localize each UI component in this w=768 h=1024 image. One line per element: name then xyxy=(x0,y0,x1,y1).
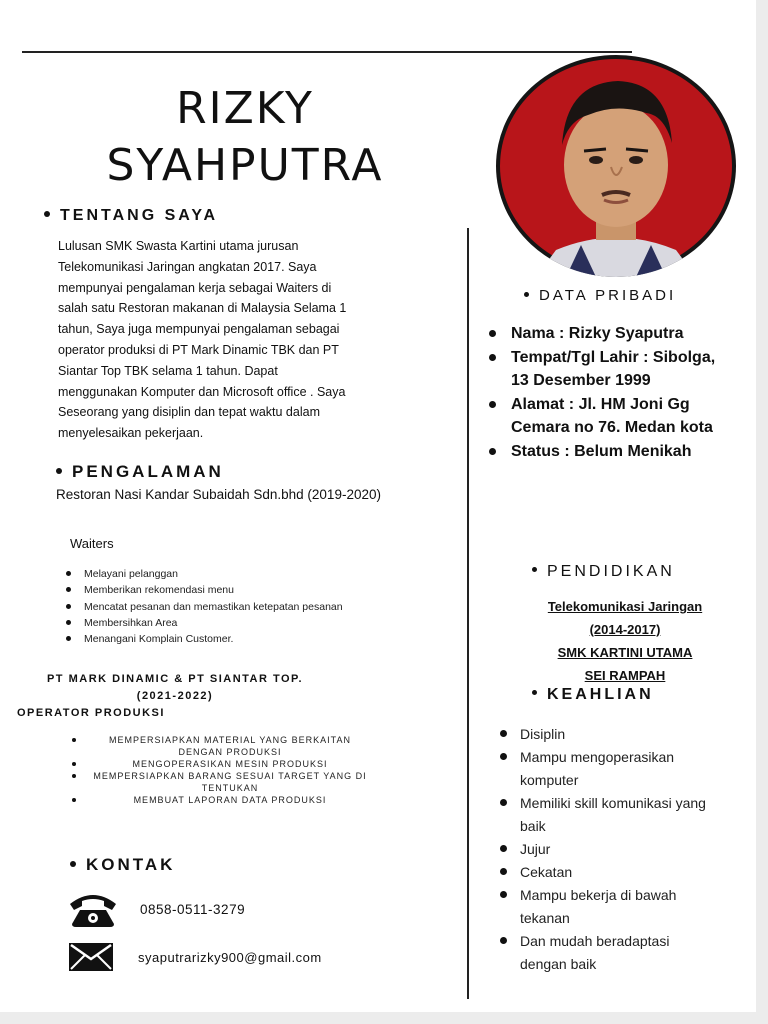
list-item: MEMPERSIAPKAN BARANG SESUAI TARGET YANG DI TENTUKAN xyxy=(70,770,370,794)
list-item: Alamat : Jl. HM Joni Gg Cemara no 76. Medan kota xyxy=(485,393,725,440)
bullet-dot xyxy=(532,567,537,572)
experience-heading: PENGALAMAN xyxy=(56,462,224,482)
job2-company: PT MARK DINAMIC & PT SIANTAR TOP. (2021-2022) xyxy=(46,673,304,702)
bullet-dot xyxy=(70,861,76,867)
bullet-dot xyxy=(56,468,62,474)
contact-email xyxy=(68,942,322,972)
list-item: Jujur xyxy=(500,838,715,861)
education-location: SEI RAMPAH xyxy=(584,668,666,683)
list-item: Status : Belum Menikah xyxy=(485,440,725,464)
skills-list xyxy=(500,723,715,976)
phone-number[interactable]: 0858-0511-3279 xyxy=(140,901,246,917)
job1-duties xyxy=(62,566,343,647)
job1-company: Restoran Nasi Kandar Subaidah Sdn.bhd (2019-2020) xyxy=(56,487,381,502)
list-item: MEMBUAT LAPORAN DATA PRODUKSI xyxy=(70,794,370,806)
list-item: MEMPERSIAPKAN MATERIAL YANG BERKAITAN DENGAN PRODUKSI xyxy=(70,734,370,758)
name-first: RIZKY xyxy=(176,83,314,134)
envelope-icon xyxy=(68,942,114,972)
education-heading: PENDIDIKAN xyxy=(532,563,675,581)
name-last: SYAHPUTRA xyxy=(106,140,384,191)
contact-heading: KONTAK xyxy=(70,855,175,875)
education-details xyxy=(520,595,730,687)
phone-icon xyxy=(68,890,118,928)
list-item: Mampu bekerja di bawah tekanan xyxy=(500,884,715,930)
education-program: Telekomunikasi Jaringan xyxy=(547,599,703,614)
list-item: Membersihkan Area xyxy=(62,615,343,631)
list-item: Cekatan xyxy=(500,861,715,884)
bullet-dot xyxy=(524,292,529,297)
bullet-dot xyxy=(532,690,537,695)
job2-duties xyxy=(70,734,370,806)
list-item: MENGOPERASIKAN MESIN PRODUKSI xyxy=(70,758,370,770)
list-item: Disiplin xyxy=(500,723,715,746)
list-item: Mencatat pesanan dan memastikan ketepatan pesanan xyxy=(62,599,343,615)
column-divider xyxy=(467,228,469,999)
list-item: Mampu mengoperasikan komputer xyxy=(500,746,715,792)
list-item: Tempat/Tgl Lahir : Sibolga, 13 Desember 1999 xyxy=(485,346,725,393)
header-rule xyxy=(22,51,632,53)
profile-photo xyxy=(496,55,736,277)
job1-role: Waiters xyxy=(70,536,114,551)
list-item: Memberikan rekomendasi menu xyxy=(62,582,343,598)
contact-phone xyxy=(68,890,245,928)
job2-role: OPERATOR PRODUKSI xyxy=(17,707,165,719)
personal-heading: DATA PRIBADI xyxy=(524,287,676,304)
education-period: (2014-2017) xyxy=(589,622,661,637)
email-address[interactable]: syaputrarizky900@gmail.com xyxy=(138,949,322,965)
list-item: Memiliki skill komunikasi yang baik xyxy=(500,792,715,838)
list-item: Menangani Komplain Customer. xyxy=(62,631,343,647)
about-paragraph: Lulusan SMK Swasta Kartini utama jurusan Telekomunikasi Jaringan angkatan 2017. Saya mempunyai pengalaman kerja sebagai Waiters di salah satu Restoran makanan di Malaysia Selama 1 tahun, Saya juga mempunyai pengalaman sebagai operator produksi di PT Mark Dinamic TBK dan PT Siantar Top TBK selama 1 tahun. Dapat menggunakan Komputer dan Microsoft office . Saya Seseorang yang disiplin dan tepat waktu dalam menyelesaikan pekerjaan. xyxy=(58,239,347,441)
personal-list xyxy=(485,322,725,463)
list-item: Dan mudah beradaptasi dengan baik xyxy=(500,930,715,976)
bullet-dot xyxy=(44,211,50,217)
education-school: SMK KARTINI UTAMA xyxy=(557,645,693,660)
list-item: Melayani pelanggan xyxy=(62,566,343,582)
list-item: Nama : Rizky Syaputra xyxy=(485,322,725,346)
skills-heading: KEAHLIAN xyxy=(532,686,654,704)
about-heading: TENTANG SAYA xyxy=(44,207,218,225)
